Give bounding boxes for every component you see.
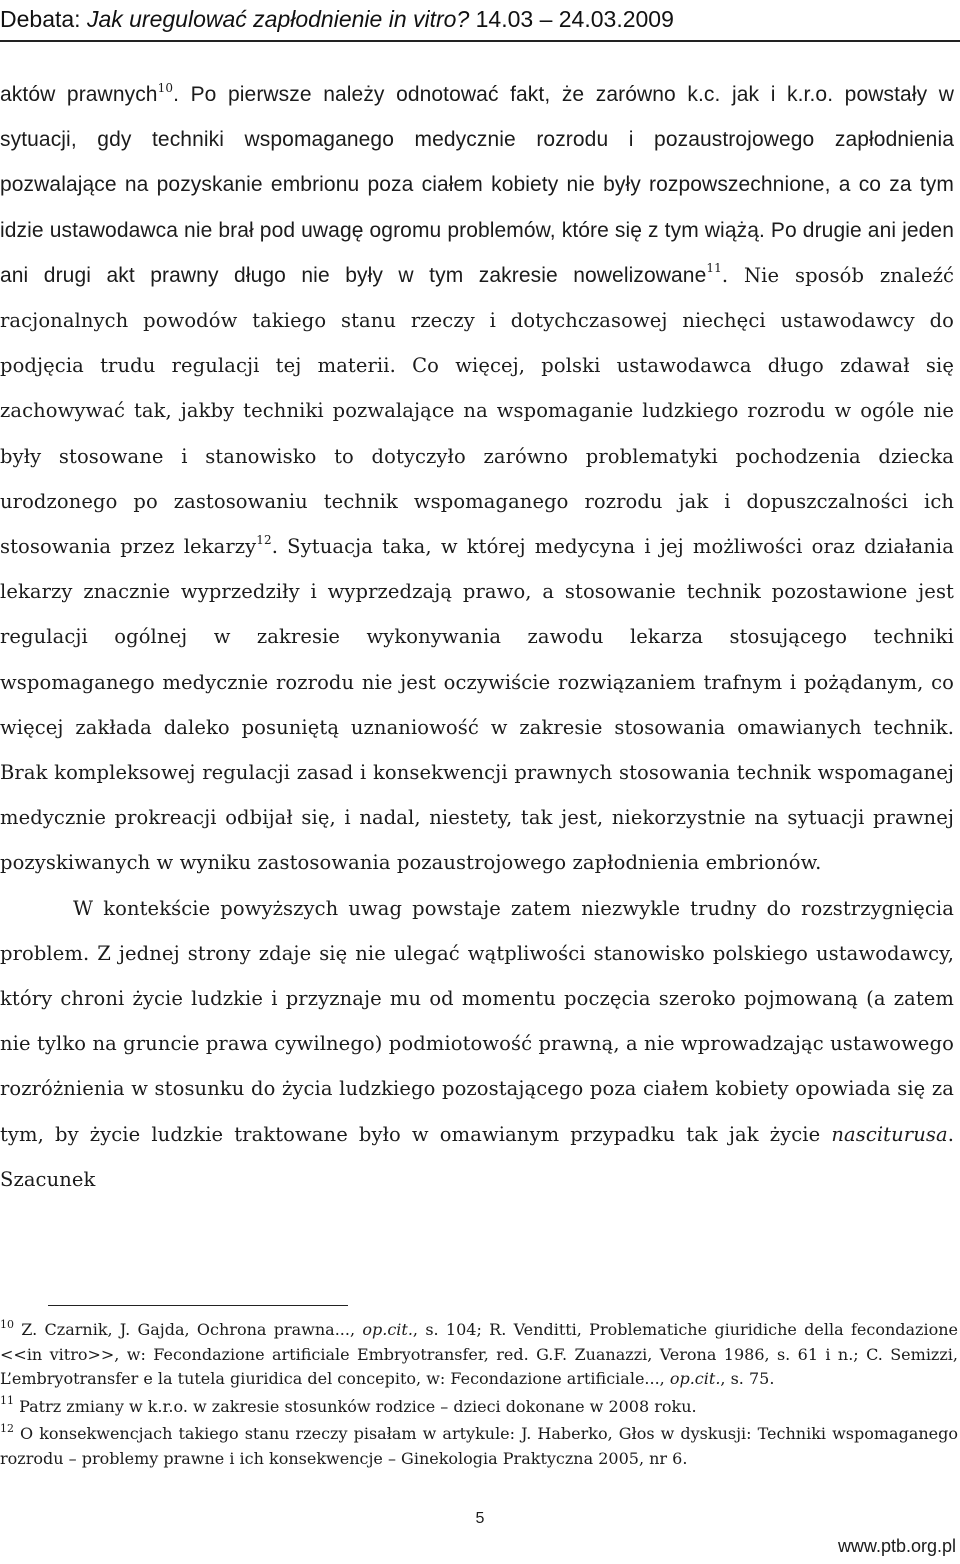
footnote-ref-11[interactable]: 11 [706,261,722,276]
paragraph-2 [0,886,954,1202]
header-dates: 14.03 – 24.03.2009 [469,6,674,32]
paragraph-2-text: W kontekście powyższych uwag powstaje zatem niezwykle trudny do rozstrzygnięcia problem. Z jednej strony zdaje się nie ulegać wątpliwości stanowisko polskiego ustawodawcy, który chroni życie ludzkie i przyznaje mu od momentu poczęcia szeroko pojmowaną (a zatem nie tylko na gruncie prawa cywilnego) podmiotowość prawną, a nie wprowadzając ustawowego rozróżnienia w stosunku do życia ludzkiego pozostającego poza ciałem kobiety opowiada się za tym, by życie ludzkie traktowane było w omawianym przypadku tak jak życie [0,896,954,1146]
paragraph-2-italic: nasciturusa [831,1122,948,1146]
footnote-12-text: O konsekwencjach takiego stanu rzeczy pisałam w artykule: J. Haberko, Głos w dyskusji: Techniki wspomaganego rozrodu – problemy prawne i ich konsekwencje – Ginekologia Praktyczna 2005, nr 6. [0,1424,958,1468]
header-prefix: Debata: [0,6,87,32]
footnote-12-number: 12 [0,1421,14,1435]
footnote-11 [0,1395,958,1420]
paragraph-1-s3: . Sytuacja taka, w której medycyna i jej możliwości oraz działania lekarzy znacznie wyprzedziły i wyprzedzają prawo, a stosowanie technik pozostawione jest regulacji ogólnej w zakresie wykonywania zawodu lekarza stosującego techniki wspomaganego medycznie rozrodu nie jest oczywiście rozwiązaniem trafnym i pożądanym, co więcej zakłada daleko posuniętą uznaniowość w zakresie stosowania omawianych technik. Brak kompleksowej regulacji zasad i konsekwencji prawnych stosowania technik wspomaganej medycznie prokreacji odbijał się, i nadal, niestety, tak jest, niekorzystnie na sytuacji prawnej pozyskiwanych w wyniku zastosowania pozaustrojowego zapłodnienia embrionów. [0,535,954,875]
paragraph-1-s2: . Nie sposób znaleźć racjonalnych powodów takiego stanu rzeczy i dotychczasowej niechęci ustawodawcy do podjęcia trudu regulacji tej materii. Co więcej, polski ustawodawca długo zdawał się zachowywać tak, jakby techniki pozwalające na wspomaganie ludzkiego rozrodu w ogóle nie były stosowane i stanowisko to dotyczyło zarówno problematyki pochodzenia dziecka urodzonego po zastosowaniu technik wspomaganego rozrodu jak i dopuszczalności ich stosowania przez lekarzy [0,263,954,559]
footnote-11-number: 11 [0,1394,14,1408]
footnote-10-opcit-1: op.cit. [362,1320,413,1339]
page-number: 5 [475,1510,485,1527]
paragraph-2-tail: . Szacunek [0,1122,954,1191]
footnote-10-part-a: Z. Czarnik, J. Gajda, Ochrona prawna..., [14,1320,363,1339]
footnote-10-part-b: , s. 104; R. Venditti, Problematiche giuridiche della fecondazione <<in vitro>>, w: Fecondazione artificiale Embryotransfer, red. G.F. Zuanazzi, Verona 1986, s. 61 i n.; C. Semizzi, L’embryotransfer e la tutela giuridica del concepito, w: Fecondazione artificiale..., [0,1320,959,1388]
footnote-separator [48,1305,348,1306]
paragraph-1-start: aktów prawnych [0,83,158,106]
footnote-ref-12[interactable]: 12 [256,532,272,547]
footnote-10-part-c: , s. 75. [720,1369,775,1388]
footnotes [0,1318,958,1474]
footnote-ref-10[interactable]: 10 [157,80,174,95]
paragraph-1 [0,72,954,886]
footnote-10-number: 10 [0,1317,14,1331]
footnote-10-opcit-2: op.cit. [669,1369,721,1388]
header-title: Jak uregulować zapłodnienie in vitro? [86,6,470,32]
header-divider [0,40,960,42]
footnote-12 [0,1422,958,1471]
main-text [0,72,954,1202]
paragraph-1-s1: . Po pierwsze należy odnotować fakt, że zarówno k.c. jak i k.r.o. powstały w sytuacji, gdy techniki wspomaganego medycznie rozrodu i pozaustrojowego zapłodnienia pozwalające na pozyskanie embrionu poza ciałem kobiety nie były rozpowszechnione, a co za tym idzie ustawodawca nie brał pod uwagę ogromu problemów, które się z tym wiążą. Po drugie ani jeden ani drugi akt prawny długo nie były w tym zakresie nowelizowane [0,83,954,287]
page-header [0,2,960,40]
footnote-11-text: Patrz zmiany w k.r.o. w zakresie stosunków rodzice – dzieci dokonane w 2008 roku. [14,1396,697,1416]
website-link[interactable]: www.ptb.org.pl [837,1536,956,1556]
footnote-10 [0,1318,958,1392]
